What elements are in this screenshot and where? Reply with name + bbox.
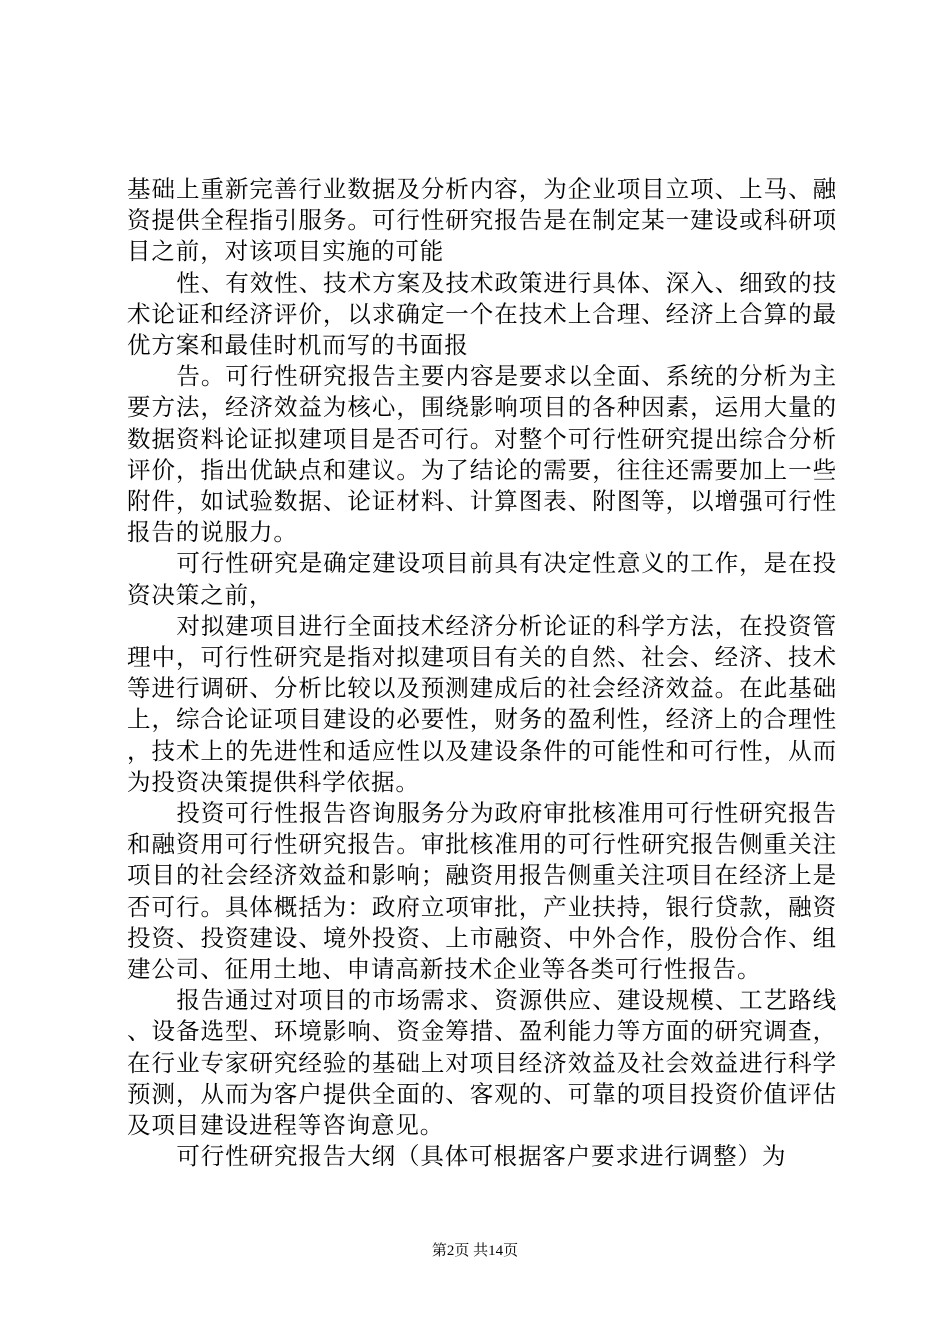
paragraph-2: 性、有效性、技术方案及技术政策进行具体、深入、细致的技术论证和经济评价，以求确定一个在技术上合理、经济上合算的最优方案和最佳时机而写的书面报 [127,268,837,360]
paragraph-7: 报告通过对项目的市场需求、资源供应、建设规模、工艺路线、设备选型、环境影响、资金筹措、盈利能力等方面的研究调查，在行业专家研究经验的基础上对项目经济效益及社会效益进行科学预测，从而为客户提供全面的、客观的、可靠的项目投资价值评估及项目建设进程等咨询意见。 [127,986,837,1140]
paragraph-4: 可行性研究是确定建设项目前具有决定性意义的工作，是在投资决策之前， [127,549,837,609]
paragraph-6: 投资可行性报告咨询服务分为政府审批核准用可行性研究报告和融资用可行性研究报告。审批核准用的可行性研究报告侧重关注项目的社会经济效益和影响；融资用报告侧重关注项目在经济上是否可行。具体概括为：政府立项审批，产业扶持，银行贷款，融资投资、投资建设、境外投资、上市融资、中外合作，股份合作、组建公司、征用土地、申请高新技术企业等各类可行性报告。 [127,799,837,984]
paragraph-3: 告。可行性研究报告主要内容是要求以全面、系统的分析为主要方法，经济效益为核心，围绕影响项目的各种因素，运用大量的数据资料论证拟建项目是否可行。对整个可行性研究提出综合分析评价，指出优缺点和建议。为了结论的需要，往往还需要加上一些附件，如试验数据、论证材料、计算图表、附图等，以增强可行性报告的说服力。 [127,362,837,547]
document-body [127,174,837,1173]
paragraph-5: 对拟建项目进行全面技术经济分析论证的科学方法，在投资管理中，可行性研究是指对拟建项目有关的自然、社会、经济、技术等进行调研、分析比较以及预测建成后的社会经济效益。在此基础上，综合论证项目建设的必要性，财务的盈利性，经济上的合理性，技术上的先进性和适应性以及建设条件的可能性和可行性，从而为投资决策提供科学依据。 [127,611,837,796]
paragraph-8: 可行性研究报告大纲（具体可根据客户要求进行调整）为 [176,1142,787,1171]
paragraph-1: 基础上重新完善行业数据及分析内容，为企业项目立项、上马、融资提供全程指引服务。可行性研究报告是在制定某一建设或科研项目之前，对该项目实施的可能 [127,175,837,266]
page-number-footer: 第2页 共14页 [431,1243,519,1259]
